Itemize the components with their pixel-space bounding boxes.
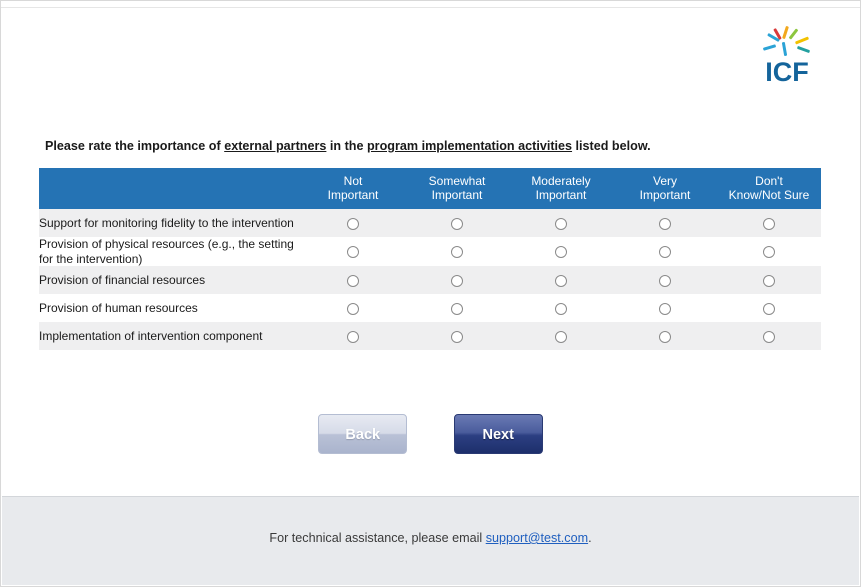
prompt-part-1: Please rate the importance of <box>45 139 225 153</box>
support-email-link[interactable]: support@test.com <box>485 531 589 545</box>
radio-button-r4c5[interactable] <box>763 303 775 315</box>
rating-matrix <box>39 168 821 350</box>
radio-cell-r3c1[interactable] <box>301 266 405 294</box>
page-top-strip <box>1 1 860 8</box>
prompt-part-3: listed below. <box>572 139 651 153</box>
matrix-header-col-1-line1: Not <box>343 174 363 188</box>
matrix-header-col-5-line1: Don't <box>755 174 783 188</box>
logo-spark-7 <box>797 46 810 53</box>
radio-cell-r5c2[interactable] <box>405 322 509 350</box>
radio-button-r2c1[interactable] <box>347 246 359 258</box>
radio-cell-r4c4[interactable] <box>613 294 717 322</box>
radio-button-r5c5[interactable] <box>763 331 775 343</box>
matrix-row-label-1: Support for monitoring fidelity to the intervention <box>39 209 301 237</box>
matrix-header-col-4-line1: Very <box>652 174 677 188</box>
radio-button-r5c1[interactable] <box>347 331 359 343</box>
table-row <box>39 237 821 266</box>
footer <box>2 496 859 585</box>
matrix-row-label-2: Provision of physical resources (e.g., the setting for the intervention) <box>39 237 301 266</box>
radio-cell-r2c2[interactable] <box>405 237 509 266</box>
prompt-part-2: in the <box>326 139 367 153</box>
radio-button-r3c4[interactable] <box>659 275 671 287</box>
radio-cell-r5c1[interactable] <box>301 322 405 350</box>
radio-cell-r3c2[interactable] <box>405 266 509 294</box>
radio-cell-r2c1[interactable] <box>301 237 405 266</box>
radio-button-r5c3[interactable] <box>555 331 567 343</box>
matrix-header-col-3-line2: Important <box>535 188 587 202</box>
matrix-header-col-5 <box>717 168 821 209</box>
icf-logo-mark <box>761 26 813 60</box>
radio-button-r3c5[interactable] <box>763 275 775 287</box>
radio-button-r1c5[interactable] <box>763 218 775 230</box>
radio-button-r1c3[interactable] <box>555 218 567 230</box>
logo-spark-8 <box>782 42 787 56</box>
radio-cell-r4c5[interactable] <box>717 294 821 322</box>
radio-button-r4c4[interactable] <box>659 303 671 315</box>
prompt-underline-2: program implementation activities <box>366 139 573 153</box>
survey-content <box>1 8 860 500</box>
next-button[interactable]: Next <box>454 414 543 454</box>
matrix-body <box>39 209 821 350</box>
radio-cell-r5c5[interactable] <box>717 322 821 350</box>
radio-cell-r5c3[interactable] <box>509 322 613 350</box>
matrix-header-col-4 <box>613 168 717 209</box>
matrix-row-label-4: Provision of human resources <box>39 294 301 322</box>
radio-cell-r4c2[interactable] <box>405 294 509 322</box>
radio-cell-r4c1[interactable] <box>301 294 405 322</box>
matrix-header-col-1 <box>301 168 405 209</box>
radio-button-r3c2[interactable] <box>451 275 463 287</box>
radio-cell-r1c3[interactable] <box>509 209 613 237</box>
matrix-header-col-5-line2: Know/Not Sure <box>728 188 810 202</box>
table-row <box>39 209 821 237</box>
icf-logo-text: ICF <box>765 57 809 87</box>
matrix-header <box>39 168 821 209</box>
matrix-row-label-5: Implementation of intervention component <box>39 322 301 350</box>
radio-button-r1c4[interactable] <box>659 218 671 230</box>
matrix-header-row <box>39 168 821 209</box>
radio-cell-r2c3[interactable] <box>509 237 613 266</box>
logo-spark-2 <box>789 28 799 39</box>
radio-cell-r1c1[interactable] <box>301 209 405 237</box>
radio-cell-r3c3[interactable] <box>509 266 613 294</box>
radio-button-r4c1[interactable] <box>347 303 359 315</box>
matrix-header-col-3-line1: Moderately <box>531 174 591 188</box>
radio-cell-r5c4[interactable] <box>613 322 717 350</box>
radio-button-r2c5[interactable] <box>763 246 775 258</box>
matrix-row-label-3: Provision of financial resources <box>39 266 301 294</box>
matrix-header-col-3 <box>509 168 613 209</box>
navigation-buttons <box>1 414 860 454</box>
table-row <box>39 294 821 322</box>
radio-button-r3c1[interactable] <box>347 275 359 287</box>
matrix-header-col-2-line1: Somewhat <box>428 174 486 188</box>
table-row <box>39 322 821 350</box>
radio-cell-r3c4[interactable] <box>613 266 717 294</box>
matrix-header-col-2-line2: Important <box>431 188 483 202</box>
radio-button-r2c4[interactable] <box>659 246 671 258</box>
icf-logo <box>744 26 830 88</box>
radio-button-r2c3[interactable] <box>555 246 567 258</box>
radio-cell-r4c3[interactable] <box>509 294 613 322</box>
back-button[interactable]: Back <box>318 414 407 454</box>
prompt-underline-1: external partners <box>224 139 327 153</box>
radio-cell-r2c4[interactable] <box>613 237 717 266</box>
radio-button-r1c1[interactable] <box>347 218 359 230</box>
radio-cell-r3c5[interactable] <box>717 266 821 294</box>
radio-button-r5c2[interactable] <box>451 331 463 343</box>
logo-spark-6 <box>763 44 776 50</box>
radio-cell-r1c4[interactable] <box>613 209 717 237</box>
radio-button-r3c3[interactable] <box>555 275 567 287</box>
logo-spark-5 <box>795 36 809 44</box>
radio-button-r4c3[interactable] <box>555 303 567 315</box>
radio-cell-r2c5[interactable] <box>717 237 821 266</box>
footer-text-before: For technical assistance, please email <box>269 531 486 545</box>
matrix-header-col-1-line2: Important <box>327 188 379 202</box>
page-title <box>45 139 651 153</box>
radio-button-r2c2[interactable] <box>451 246 463 258</box>
matrix-header-col-2 <box>405 168 509 209</box>
footer-assistance-text <box>2 497 859 545</box>
matrix-header-col-4-line2: Important <box>639 188 691 202</box>
radio-cell-r1c5[interactable] <box>717 209 821 237</box>
radio-cell-r1c2[interactable] <box>405 209 509 237</box>
radio-button-r5c4[interactable] <box>659 331 671 343</box>
radio-button-r4c2[interactable] <box>451 303 463 315</box>
matrix-header-blank <box>39 168 301 209</box>
table-row <box>39 266 821 294</box>
radio-button-r1c2[interactable] <box>451 218 463 230</box>
footer-text-after: . <box>588 531 592 545</box>
